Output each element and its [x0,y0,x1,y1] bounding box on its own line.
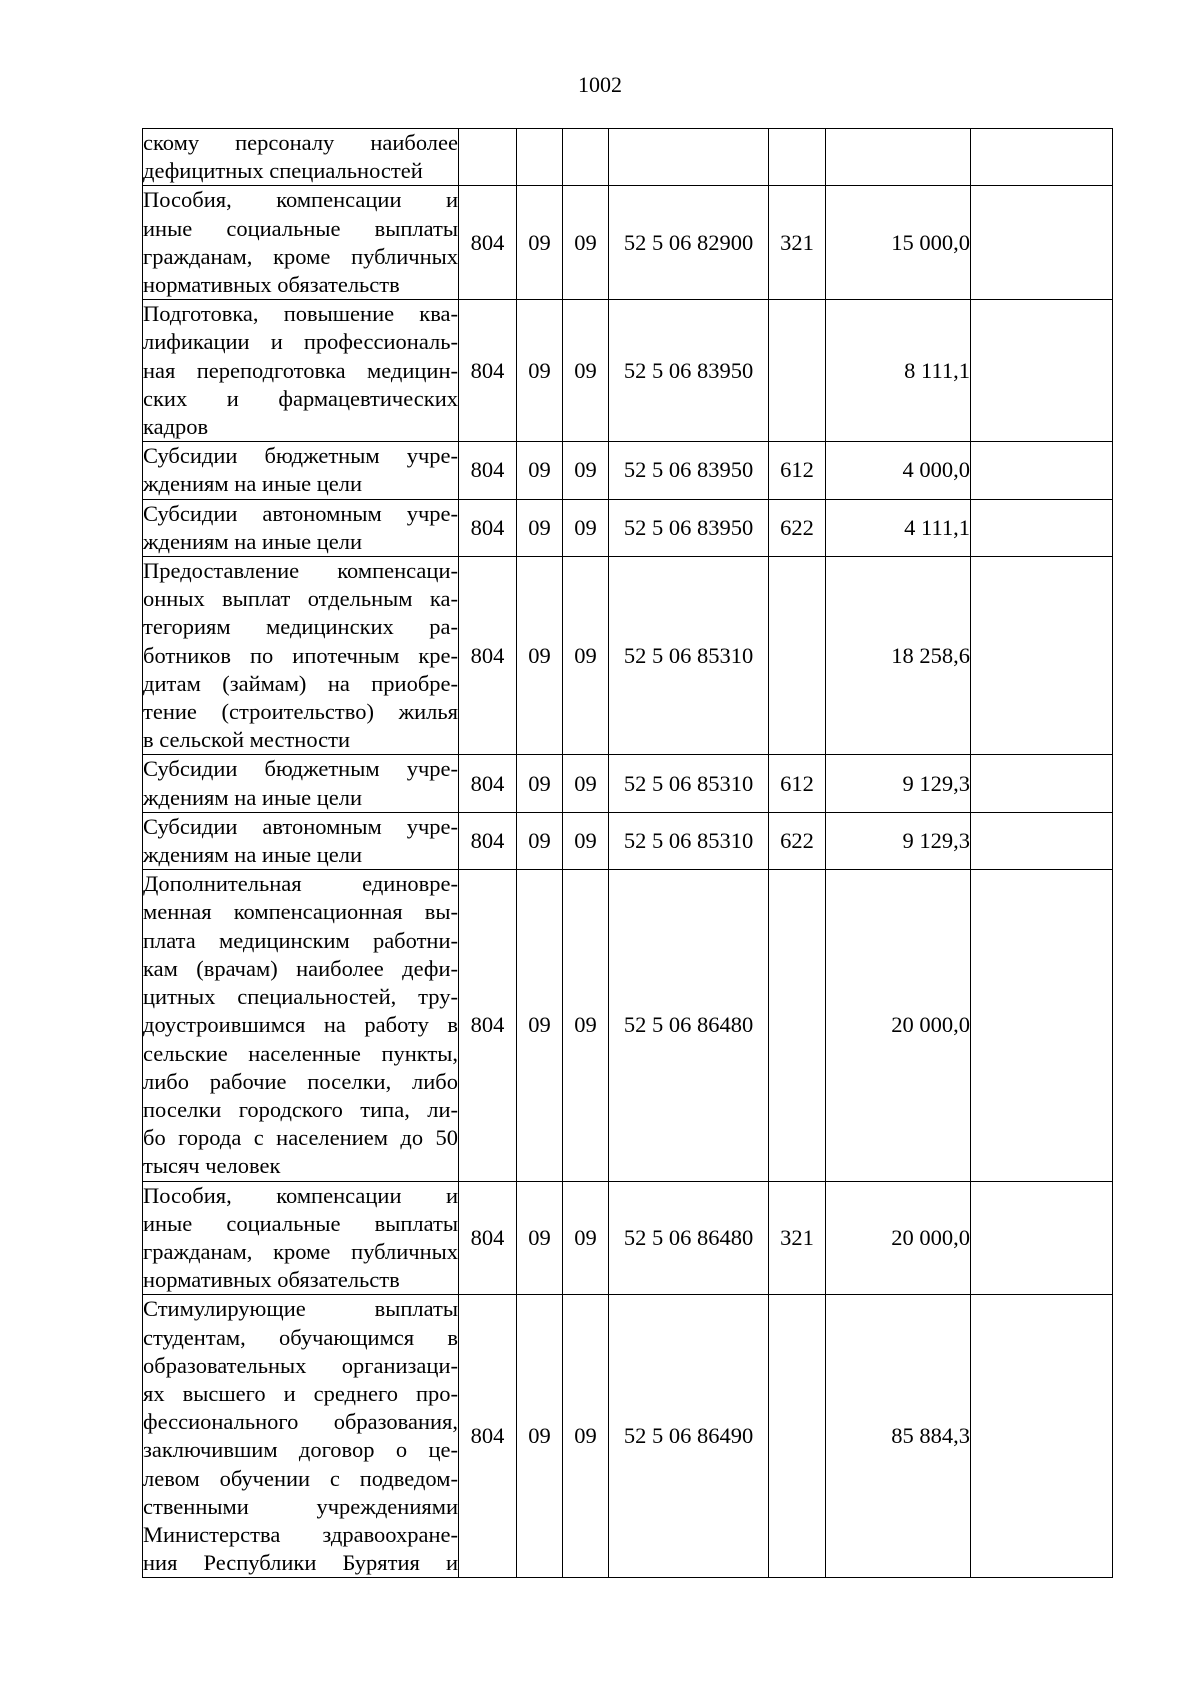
description-line: дитам (займам) на приобре- [143,670,458,696]
section-code: 09 [517,557,563,755]
description-line: Субсидии бюджетным учре- [143,756,458,782]
extra-column [971,1181,1113,1295]
subsection-code: 09 [563,442,609,499]
row-description [143,755,459,812]
budget-table-body [143,129,1113,1578]
row-description [143,186,459,300]
department-code [459,129,517,186]
subsection-code: 09 [563,755,609,812]
extra-column [971,755,1113,812]
description-line: бо города с населением до 50 [143,1125,458,1151]
expense-type-code: 612 [769,442,826,499]
expense-type-code [769,129,826,186]
description-line: кадров [143,414,209,440]
target-article-code: 52 5 06 86480 [609,1181,769,1295]
row-description [143,1181,459,1295]
description-line: Дополнительная единовре- [143,871,458,897]
amount-value: 85 884,3 [826,1295,971,1578]
description-line: Пособия, компенсации и [143,1182,458,1208]
description-line: дефицитных специальностей [143,158,423,184]
description-line: цитных специальностей, тру- [143,984,458,1010]
amount-value: 9 129,3 [826,755,971,812]
description-line: онных выплат отдельным ка- [143,586,458,612]
extra-column [971,1295,1113,1578]
target-article-code: 52 5 06 85310 [609,812,769,869]
amount-value: 15 000,0 [826,186,971,300]
description-line: ная переподготовка медицин- [143,357,458,383]
section-code: 09 [517,186,563,300]
amount-value: 18 258,6 [826,557,971,755]
table-row [143,1295,1113,1578]
extra-column [971,557,1113,755]
subsection-code: 09 [563,499,609,556]
section-code: 09 [517,442,563,499]
description-line: менная компенсационная вы- [143,899,458,925]
row-description [143,870,459,1181]
section-code: 09 [517,499,563,556]
budget-table [142,128,1113,1578]
expense-type-code: 622 [769,499,826,556]
target-article-code: 52 5 06 86490 [609,1295,769,1578]
target-article-code: 52 5 06 83950 [609,442,769,499]
description-line: фессионального образования, [143,1409,458,1435]
table-row [143,186,1113,300]
expense-type-code [769,1295,826,1578]
subsection-code [563,129,609,186]
table-row [143,1181,1113,1295]
description-line: тегориям медицинских ра- [143,614,458,640]
subsection-code: 09 [563,1295,609,1578]
amount-value: 8 111,1 [826,300,971,442]
target-article-code: 52 5 06 83950 [609,300,769,442]
description-line: образовательных организаци- [143,1352,458,1378]
expense-type-code: 321 [769,186,826,300]
description-line: ждениям на иные цели [143,842,363,868]
section-code: 09 [517,1295,563,1578]
extra-column [971,129,1113,186]
amount-value: 9 129,3 [826,812,971,869]
department-code: 804 [459,557,517,755]
description-line: нормативных обязательств [143,272,400,298]
amount-value [826,129,971,186]
amount-value: 20 000,0 [826,1181,971,1295]
description-line: Пособия, компенсации и [143,187,458,213]
target-article-code: 52 5 06 85310 [609,557,769,755]
description-line: сельские населенные пункты, [143,1040,458,1066]
amount-value: 4 000,0 [826,442,971,499]
department-code: 804 [459,812,517,869]
expense-type-code: 622 [769,812,826,869]
description-line: тение (строительство) жилья [143,699,458,725]
section-code: 09 [517,1181,563,1295]
subsection-code: 09 [563,186,609,300]
expense-type-code: 612 [769,755,826,812]
section-code: 09 [517,870,563,1181]
row-description [143,499,459,556]
description-line: лификации и профессиональ- [143,329,458,355]
description-line: иные социальные выплаты [143,1210,458,1236]
row-description [143,442,459,499]
table-row [143,129,1113,186]
description-line: ях высшего и среднего про- [143,1380,458,1406]
description-line: студентам, обучающимся в [143,1324,458,1350]
description-line: ских и фармацевтических [143,385,458,411]
subsection-code: 09 [563,812,609,869]
table-row [143,442,1113,499]
table-row [143,499,1113,556]
description-line: Министерства здравоохране- [143,1521,458,1547]
description-line: Субсидии бюджетным учре- [143,443,458,469]
table-row [143,755,1113,812]
subsection-code: 09 [563,300,609,442]
table-row [143,870,1113,1181]
extra-column [971,186,1113,300]
amount-value: 20 000,0 [826,870,971,1181]
table-row [143,300,1113,442]
description-line: Стимулирующие выплаты [143,1296,458,1322]
department-code: 804 [459,755,517,812]
row-description [143,812,459,869]
row-description [143,1295,459,1578]
department-code: 804 [459,300,517,442]
extra-column [971,300,1113,442]
description-line: скому персоналу наиболее [143,130,458,155]
extra-column [971,870,1113,1181]
section-code: 09 [517,812,563,869]
section-code: 09 [517,755,563,812]
target-article-code: 52 5 06 85310 [609,755,769,812]
amount-value: 4 111,1 [826,499,971,556]
department-code: 804 [459,186,517,300]
target-article-code: 52 5 06 83950 [609,499,769,556]
description-line: в сельской местности [143,727,350,753]
description-line: гражданам, кроме публичных [143,243,458,269]
expense-type-code [769,557,826,755]
target-article-code: 52 5 06 86480 [609,870,769,1181]
description-line: доустроившимся на работу в [143,1012,458,1038]
description-line: либо рабочие поселки, либо [143,1068,458,1094]
page-number: 1002 [578,72,622,97]
description-line: Предоставление компенсаци- [143,558,458,584]
expense-type-code [769,870,826,1181]
target-article-code: 52 5 06 82900 [609,186,769,300]
description-line: левом обучении с подведом- [143,1465,458,1491]
description-line: Подготовка, повышение ква- [143,301,458,327]
department-code: 804 [459,1181,517,1295]
description-line: Субсидии автономным учре- [143,500,458,526]
description-line: ботников по ипотечным кре- [143,642,458,668]
description-line: нормативных обязательств [143,1267,400,1293]
expense-type-code: 321 [769,1181,826,1295]
department-code: 804 [459,870,517,1181]
row-description [143,129,459,186]
description-line: ждениям на иные цели [143,471,363,497]
description-line: ния Республики Бурятия и [143,1550,458,1576]
description-line: тысяч человек [143,1153,281,1179]
extra-column [971,812,1113,869]
department-code: 804 [459,442,517,499]
description-line: поселки городского типа, ли- [143,1096,458,1122]
description-line: ственными учреждениями [143,1493,458,1519]
description-line: ждениям на иные цели [143,528,363,554]
description-line: Субсидии автономным учре- [143,813,458,839]
row-description [143,300,459,442]
extra-column [971,499,1113,556]
row-description [143,557,459,755]
target-article-code [609,129,769,186]
description-line: гражданам, кроме публичных [143,1238,458,1264]
extra-column [971,442,1113,499]
subsection-code: 09 [563,1181,609,1295]
description-line: иные социальные выплаты [143,215,458,241]
table-row [143,812,1113,869]
department-code: 804 [459,499,517,556]
section-code [517,129,563,186]
description-line: плата медицинским работни- [143,927,458,953]
description-line: ждениям на иные цели [143,784,363,810]
description-line: кам (врачам) наиболее дефи- [143,955,458,981]
subsection-code: 09 [563,557,609,755]
section-code: 09 [517,300,563,442]
table-row [143,557,1113,755]
subsection-code: 09 [563,870,609,1181]
description-line: заключившим договор о це- [143,1437,458,1463]
expense-type-code [769,300,826,442]
department-code: 804 [459,1295,517,1578]
